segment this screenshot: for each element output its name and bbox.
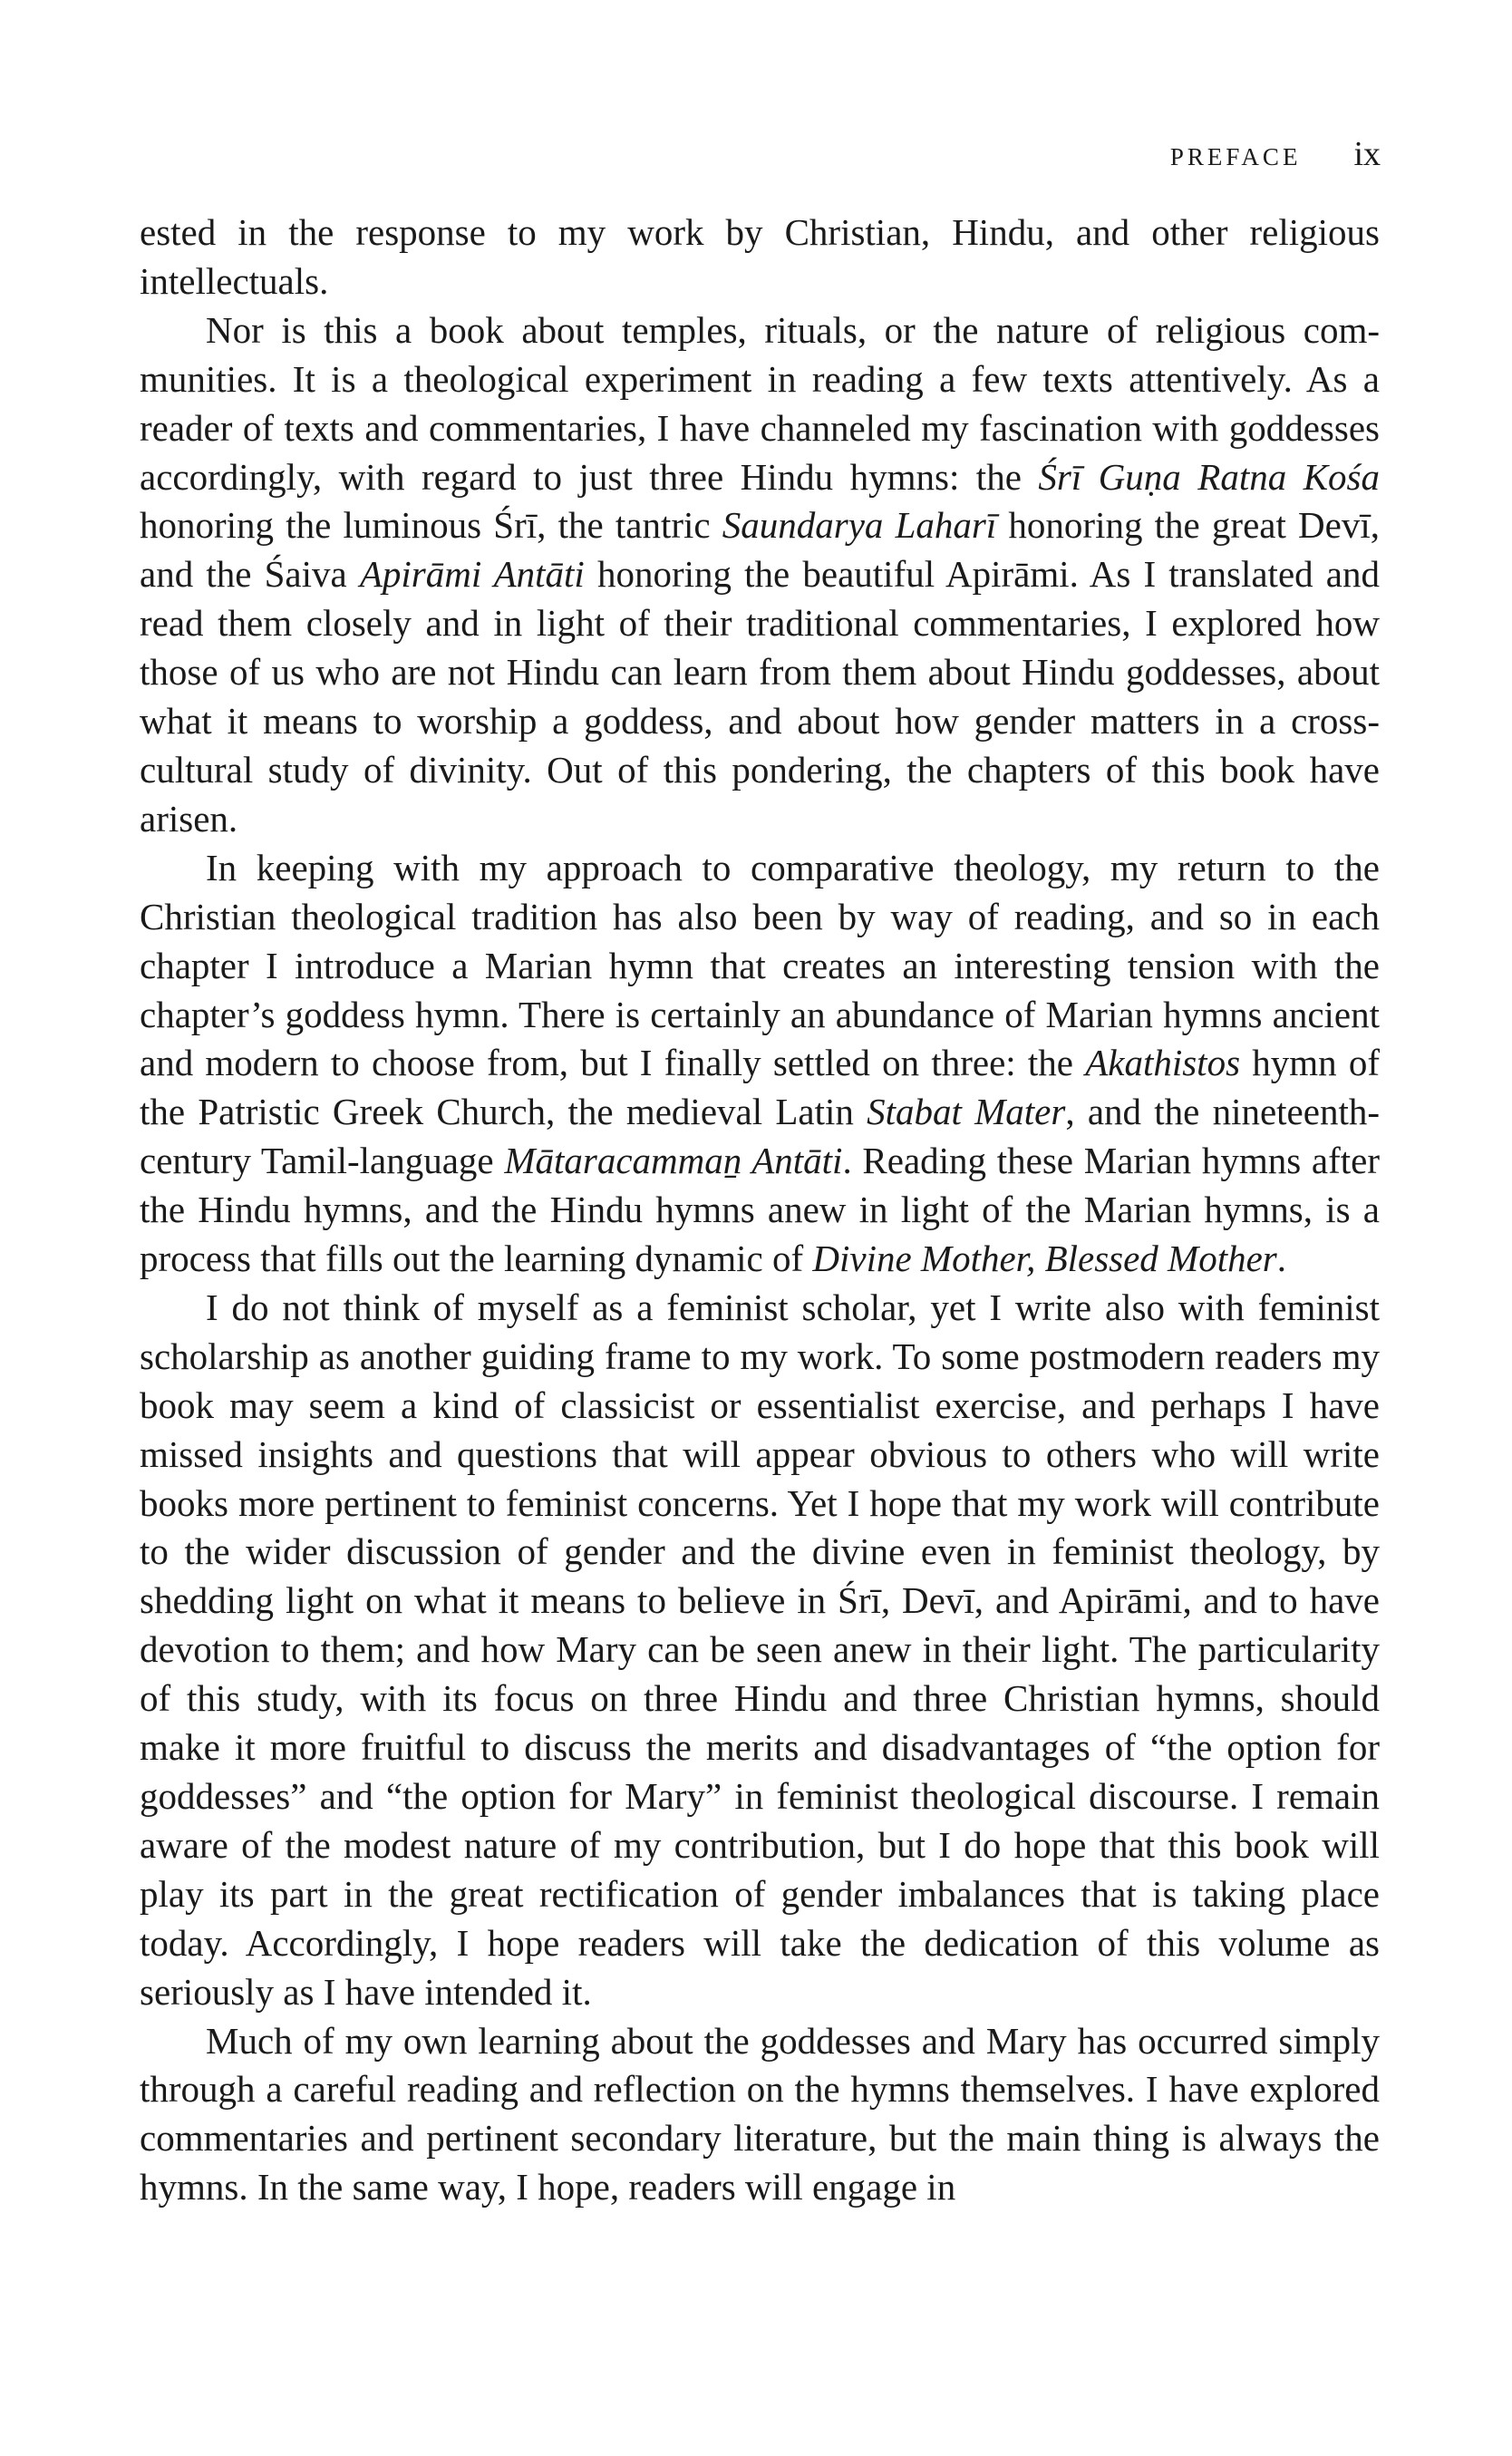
text-run: Nor is this a book about temples, rituals, or the nature of religious communities. It is a theological experiment in reading a few texts attentively. As a reader of texts and commentaries, I have channeled my fascination with goddesses accordingly, with regard to just three Hindu hymns: the [140, 308, 1380, 498]
page-number: ix [1353, 135, 1381, 173]
running-head [1170, 134, 1381, 174]
text-run: , and the nineteenth-century Tamil-language [140, 1091, 1380, 1182]
text-run: honoring the luminous Śrī, the tantric [140, 504, 722, 547]
italic-title: Stabat Mater [867, 1091, 1066, 1133]
paragraph [140, 209, 1380, 306]
text-run: . [1276, 1238, 1287, 1280]
text-run: In keeping with my approach to comparative theology, my return to the Christian theological tradition has also been by way of reading, and so in each chapter I introduce a Marian hymn that creates an interesting tension with the chapter’s goddess hymn. There is certainly an abundance of Marian hymns ancient and modern to choose from, but I finally settled on three: the [140, 846, 1380, 1084]
italic-title: Śrī Guṇa Ratna Kośa [1038, 455, 1380, 498]
text-run: honoring the beautiful Apirāmi. As I translated and read them closely and in light of their traditional commentaries, I explored how those of us who are not Hindu can learn from them about Hindu goddesses, about what it means to worship a goddess, and about how gender matters in a cross-cultural study of divinity. Out of this pondering, the chapters of this book have arisen. [140, 553, 1380, 840]
text-run: Much of my own learning about the goddesses and Mary has occurred simply through a careful reading and reflection on the hymns themselves. I have explored commentaries and pertinent secondary literature, but the main thing is always the hymns. In the same way, I hope, readers will engage in [140, 2019, 1380, 2208]
text-run: hymn of the Patristic Greek Church, the medieval Latin [140, 1042, 1380, 1133]
paragraph [140, 1284, 1380, 2017]
text-run: I do not think of myself as a feminist scholar, yet I write also with feminist scholarship as another guiding frame to my work. To some postmodern readers my book may seem a kind of classicist or essentialist exercise, and perhaps I have missed insights and questions that will appear obvious to others who will write books more pertinent to feminist concerns. Yet I hope that my work will contribute to the wider discussion of gender and the divine even in feminist theology, by shedding light on what it means to believe in Śrī, Devī, and Apirāmi, and to have devotion to them; and how Mary can be seen anew in their light. The particularity of this study, with its focus on three Hindu and three Christian hymns, should make it more fruitful to discuss the merits and disadvantages of “the option for goddesses” and “the option for Mary” in feminist theological discourse. I remain aware of the modest nature of my contribution, but I do hope that this book will play its part in the great rectification of gender imbalances that is taking place today. Accordingly, I hope readers will take the dedication of this volume as seriously as I have intended it. [140, 1286, 1380, 2013]
italic-title: Divine Mother, Blessed Mother [812, 1238, 1277, 1280]
italic-title: Mātaracammaṉ Antāti [504, 1140, 843, 1182]
italic-title: Apirāmi Antāti [359, 553, 585, 596]
paragraph [140, 306, 1380, 844]
paragraph [140, 2017, 1380, 2213]
running-title: PREFACE [1169, 143, 1302, 170]
text-run: . Reading these Marian hymns after the Hindu hymns, and the Hindu hymns anew in light of the Marian hymns, is a process that fills out the learning dynamic of [140, 1140, 1380, 1280]
body-text [140, 209, 1380, 2212]
paragraph [140, 844, 1380, 1284]
text-run: honoring the great Devī, and the Śaiva [140, 504, 1380, 596]
italic-title: Akathistos [1085, 1042, 1241, 1084]
italic-title: Saundarya Laharī [722, 504, 997, 547]
text-run: ested in the response to my work by Christian, Hindu, and other religious intellectuals. [140, 211, 1380, 302]
